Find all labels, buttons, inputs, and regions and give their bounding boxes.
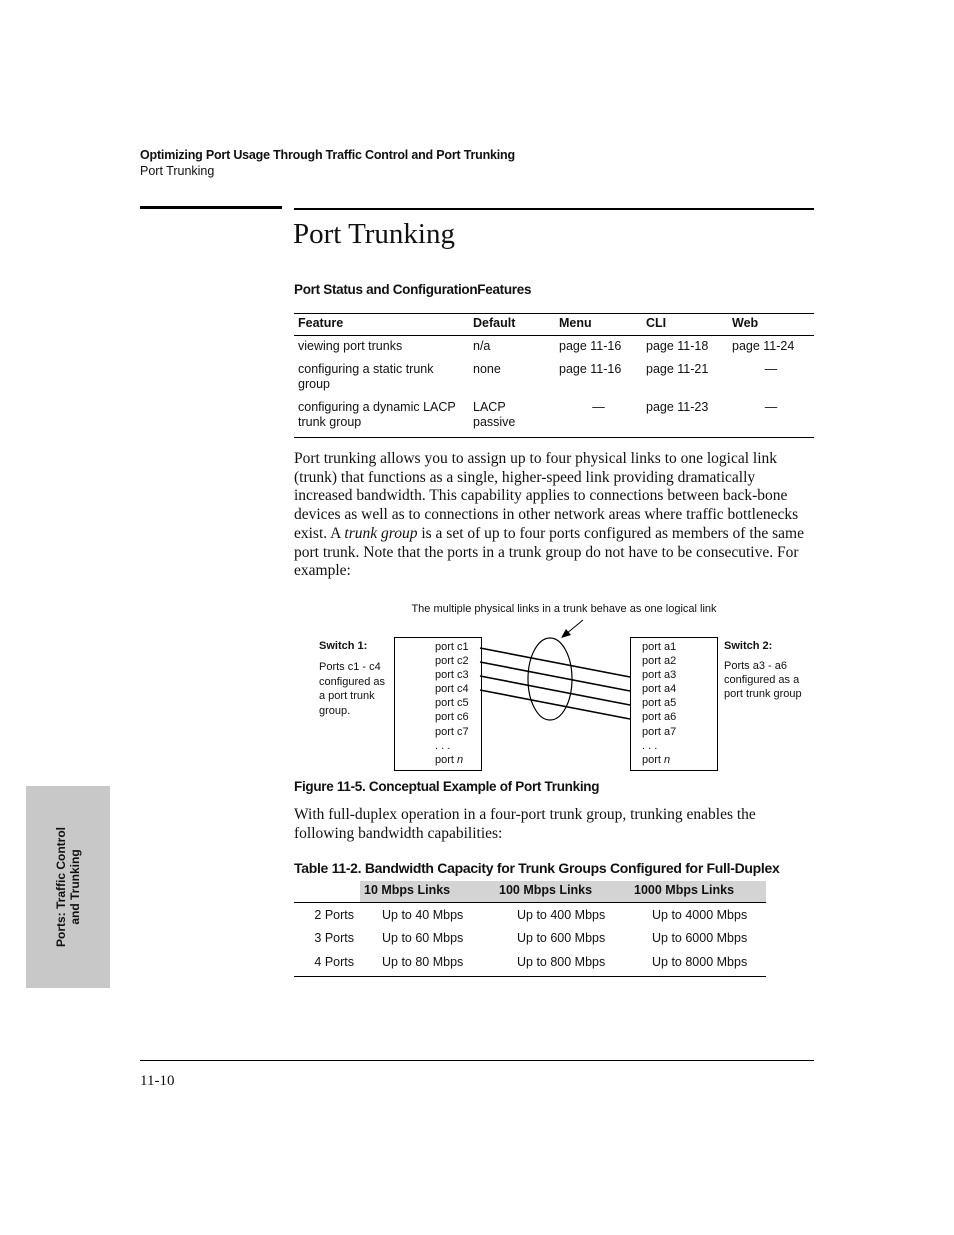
default-cell: LACP passive [469, 397, 555, 438]
trunk-link-1 [480, 648, 630, 677]
port-label: port a7 [642, 725, 677, 738]
bandwidth-table [294, 881, 766, 977]
logical-link-ellipse [528, 638, 572, 720]
bandwidth-cell: Up to 800 Mbps [495, 950, 630, 976]
switch1-port-list [435, 640, 469, 767]
column-header-feature: Feature [294, 314, 469, 336]
header-rule-short [140, 206, 282, 209]
row-label: 4 Ports [294, 950, 360, 976]
trunk-link-2 [480, 662, 630, 691]
bandwidth-cell: Up to 80 Mbps [360, 950, 495, 976]
port-label: port c7 [435, 725, 469, 738]
default-cell: n/a [473, 339, 491, 353]
footer-rule [140, 1060, 814, 1061]
port-label: port a1 [642, 641, 677, 653]
column-header-default: Default [469, 314, 555, 336]
port-label: port c4 [435, 683, 469, 696]
figure-caption: Figure 11-5. Conceptual Example of Port Trunking [294, 779, 600, 794]
port-label: port c5 [435, 697, 469, 710]
row-label: 2 Ports [314, 907, 354, 922]
page-number: 11-10 [140, 1073, 175, 1089]
port-prefix: port [642, 753, 665, 766]
features-header-row [294, 314, 814, 336]
port-label: port c2 [435, 655, 469, 668]
column-header-1000mbps: 1000 Mbps Links [630, 881, 766, 903]
bandwidth-header-row [294, 881, 766, 903]
table-row [294, 903, 766, 927]
port-label-last [435, 753, 469, 767]
port-prefix: port [435, 753, 458, 766]
bandwidth-table-caption: Table 11-2. Bandwidth Capacity for Trunk Groups Configured for Full-Duplex [294, 860, 780, 876]
switch2-port-list [642, 640, 676, 767]
column-header-web: Web [728, 314, 814, 336]
port-label: port a4 [642, 683, 677, 696]
page-title: Port Trunking [293, 218, 455, 250]
switch1-heading: Switch 1: [319, 640, 368, 652]
feature-cell: configuring a dynamic LACP trunk group [294, 397, 469, 438]
menu-cell: page 11-16 [559, 339, 622, 353]
bandwidth-cell: Up to 6000 Mbps [652, 931, 748, 946]
column-header-menu: Menu [555, 314, 642, 336]
port-label: port a5 [642, 697, 677, 710]
header-rule-long [294, 208, 814, 210]
switch2-description: Ports a3 - a6 configured as a port trunk group [724, 660, 802, 701]
bandwidth-cell: Up to 8000 Mbps [630, 950, 766, 976]
side-tab-label [54, 827, 82, 947]
port-label: port c3 [435, 669, 469, 682]
intro-text-part2: is a set of up to four ports configured as members of the same port trunk. Note that the ports in a trunk group do not have to be consecutive. For example: [294, 524, 804, 580]
menu-cell: page 11-16 [559, 361, 622, 376]
port-ellipsis: . . . [642, 739, 658, 752]
port-variable: n [664, 753, 671, 766]
port-label-last [642, 753, 676, 767]
web-cell: — [764, 361, 778, 376]
port-ellipsis: . . . [435, 739, 451, 752]
feature-cell: configuring a static trunk group [298, 361, 434, 391]
port-label: port a6 [642, 711, 677, 724]
menu-cell: — [555, 397, 642, 438]
cli-cell: page 11-21 [646, 361, 709, 376]
chapter-side-tab [26, 786, 110, 988]
port-variable: n [457, 753, 464, 766]
trunk-link-3 [480, 676, 630, 705]
intro-emphasis: trunk group [344, 524, 418, 542]
feature-cell: viewing port trunks [298, 339, 403, 353]
column-header-cli: CLI [642, 314, 728, 336]
table-row [294, 397, 814, 438]
default-cell: none [473, 361, 501, 376]
chapter-title: Optimizing Port Usage Through Traffic Control and Port Trunking [140, 148, 515, 162]
switch2-heading: Switch 2: [724, 640, 773, 652]
row-label: 3 Ports [314, 931, 354, 946]
bandwidth-cell: Up to 600 Mbps [517, 931, 606, 946]
features-table [294, 313, 814, 438]
table-row [294, 336, 814, 359]
trunk-link-4 [480, 690, 630, 719]
table-row [294, 950, 766, 976]
side-tab-line2: and Trunking [68, 849, 82, 925]
intro-text-part1: Port trunking allows you to assign up to four physical links to one logical link (trunk) that functions as a single, higher-speed link providing dramatically increased bandwidth. This capability applies to connections between back-bone devices as well as to connections in other network areas where traffic bottlenecks exist. A [294, 450, 799, 542]
column-header-10mbps: 10 Mbps Links [360, 881, 495, 903]
column-header-empty [294, 881, 360, 903]
port-label: port a2 [642, 655, 677, 668]
bandwidth-cell: Up to 400 Mbps [517, 907, 606, 922]
web-cell: — [728, 397, 814, 438]
figure-note: The multiple physical links in a trunk behave as one logical link [411, 603, 717, 615]
bandwidth-cell: Up to 60 Mbps [382, 931, 464, 946]
section-name: Port Trunking [140, 164, 215, 178]
duplex-paragraph: With full-duplex operation in a four-port trunk group, trunking enables the following bandwidth capabilities: [294, 806, 756, 842]
web-cell: page 11-24 [732, 339, 795, 353]
note-arrow-head [561, 629, 571, 638]
intro-paragraph [294, 450, 816, 581]
bandwidth-cell: Up to 4000 Mbps [652, 907, 748, 922]
switch1-description: Ports c1 - c4 configured as a port trunk group. [319, 661, 386, 717]
port-label: port c1 [435, 641, 469, 653]
note-arrow-line [566, 620, 583, 634]
column-header-100mbps: 100 Mbps Links [495, 881, 630, 903]
cli-cell: page 11-18 [646, 339, 709, 353]
features-heading: Port Status and ConfigurationFeatures [294, 282, 532, 297]
port-label: port a3 [642, 669, 677, 682]
side-tab-line1: Ports: Traffic Control [54, 826, 68, 948]
table-row [294, 927, 766, 951]
table-row [294, 359, 814, 397]
cli-cell: page 11-23 [642, 397, 728, 438]
port-label: port c6 [435, 711, 469, 724]
bandwidth-cell: Up to 40 Mbps [382, 907, 464, 922]
